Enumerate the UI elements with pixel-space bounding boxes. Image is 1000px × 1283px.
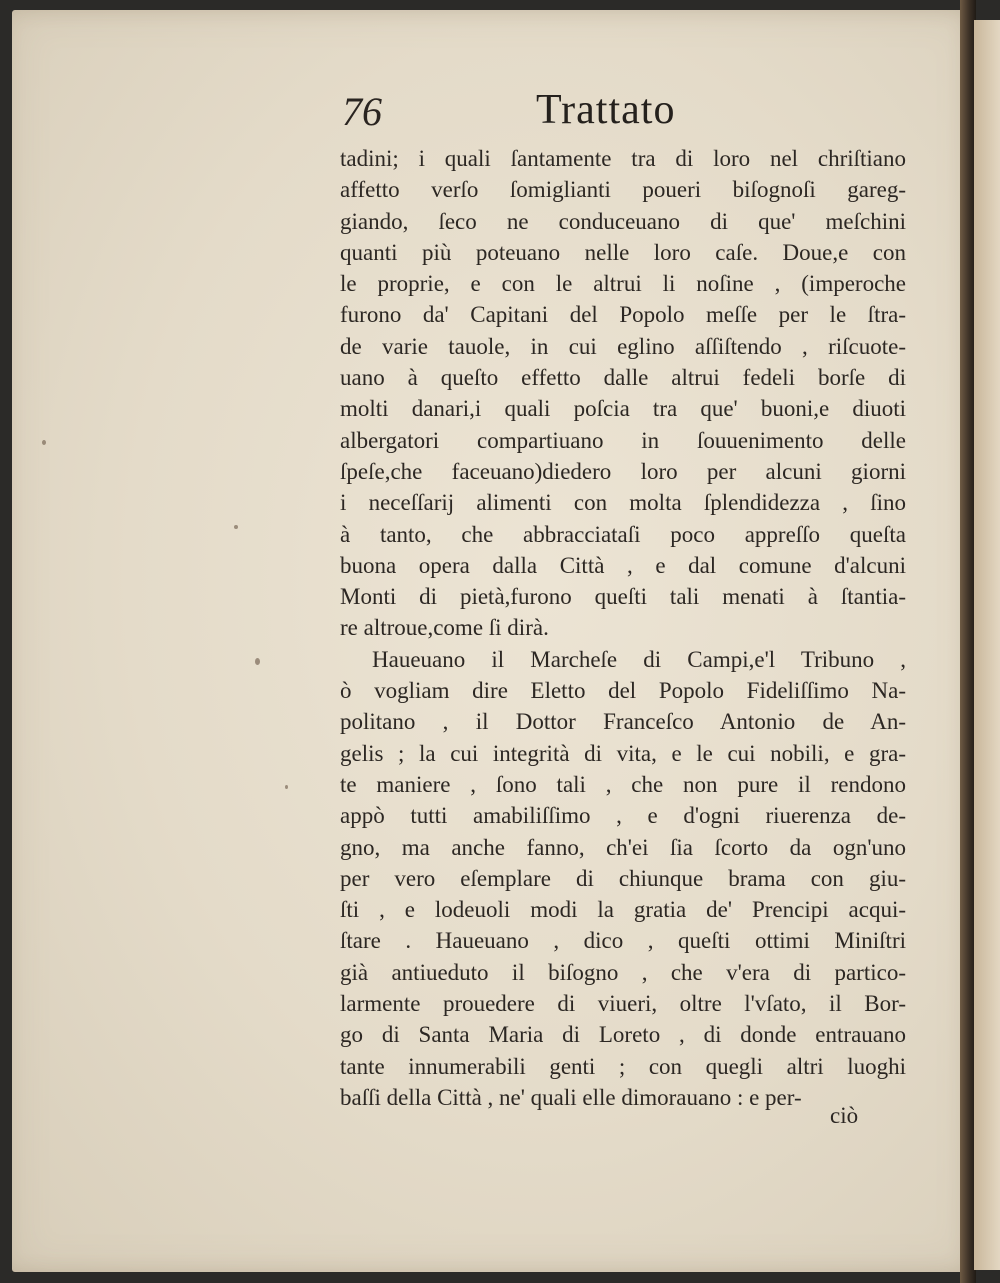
text-line: giando, ſeco ne conduceuano di que' meſchini [340, 208, 906, 234]
page-number: 76 [342, 89, 382, 134]
text-line: ò vogliam dire Eletto del Popolo Fideliſſimo Na- [340, 678, 906, 704]
text-line: buona opera dalla Città , e dal comune d'alcuni [340, 552, 906, 578]
text-line: de varie tauole, in cui eglino aſſiſtendo , riſcuote- [340, 333, 906, 359]
text-line: molti danari,i quali poſcia tra que' buoni,e diuoti [340, 396, 906, 422]
text-line: appò tutti amabiliſſimo , e d'ogni riuerenza de- [340, 803, 906, 829]
text-line: le proprie, e con le altrui li noſine , (imperoche [340, 271, 906, 297]
paper-speck [285, 785, 288, 789]
text-line: go di Santa Maria di Loreto , di donde entrauano [340, 1022, 906, 1048]
text-line: gno, ma anche fanno, ch'ei ſia ſcorto da ogn'uno [340, 834, 906, 860]
text-line: baſſi della Città , ne' quali elle dimorauano : e per- [340, 1084, 802, 1110]
text-line: Haueuano il Marcheſe di Campi,e'l Tribuno , [372, 646, 906, 672]
text-line: gelis ; la cui integrità di vita, e le cui nobili, e gra- [340, 740, 906, 766]
text-line: larmente prouedere di viueri, oltre l'vſato, il Bor- [340, 991, 906, 1017]
text-line: ſti , e lodeuoli modi la gratia de' Prencipi acqui- [340, 897, 906, 923]
text-line: affetto verſo ſomiglianti poueri biſognoſi gareg- [340, 177, 906, 203]
paper-speck [42, 440, 46, 445]
text-line: per vero eſemplare di chiunque brama con giu- [340, 865, 906, 891]
text-line: quanti più poteuano nelle loro caſe. Doue,e con [340, 239, 906, 265]
text-line: già antiueduto il biſogno , che v'era di partico- [340, 959, 906, 985]
text-line: i neceſſarij alimenti con molta ſplendidezza , ſino [340, 490, 906, 516]
text-line: albergatori compartiuano in ſouuenimento delle [340, 427, 906, 453]
paper-speck [234, 525, 238, 529]
paper-speck [255, 658, 260, 665]
catchword: ciò [830, 1103, 859, 1128]
text-line: te maniere , ſono tali , che non pure il rendono [340, 771, 906, 797]
text-line: furono da' Capitani del Popolo meſſe per le ſtra- [340, 302, 906, 328]
body-text [340, 143, 906, 1113]
text-line: Monti di pietà,furono queſti tali menati à ſtantia- [340, 584, 906, 610]
facing-page-edge [974, 20, 1000, 1270]
text-line: à tanto, che abbracciataſi poco appreſſo queſta [340, 521, 906, 547]
text-line: re altroue,come ſi dirà. [340, 615, 549, 641]
running-title: Trattato [536, 87, 676, 133]
text-line: ſtare . Haueuano , dico , queſti ottimi Miniſtri [340, 928, 906, 954]
text-line: politano , il Dottor Franceſco Antonio de An- [340, 709, 906, 735]
text-line: tadini; i quali ſantamente tra di loro nel chriſtiano [340, 146, 906, 171]
text-line: uano à queſto effetto dalle altrui fedeli borſe di [340, 365, 906, 391]
text-line: tante innumerabili genti ; con quegli altri luoghi [340, 1053, 906, 1079]
page-header [340, 88, 910, 138]
text-line: ſpeſe,che faceuano)diedero loro per alcuni giorni [340, 458, 906, 484]
